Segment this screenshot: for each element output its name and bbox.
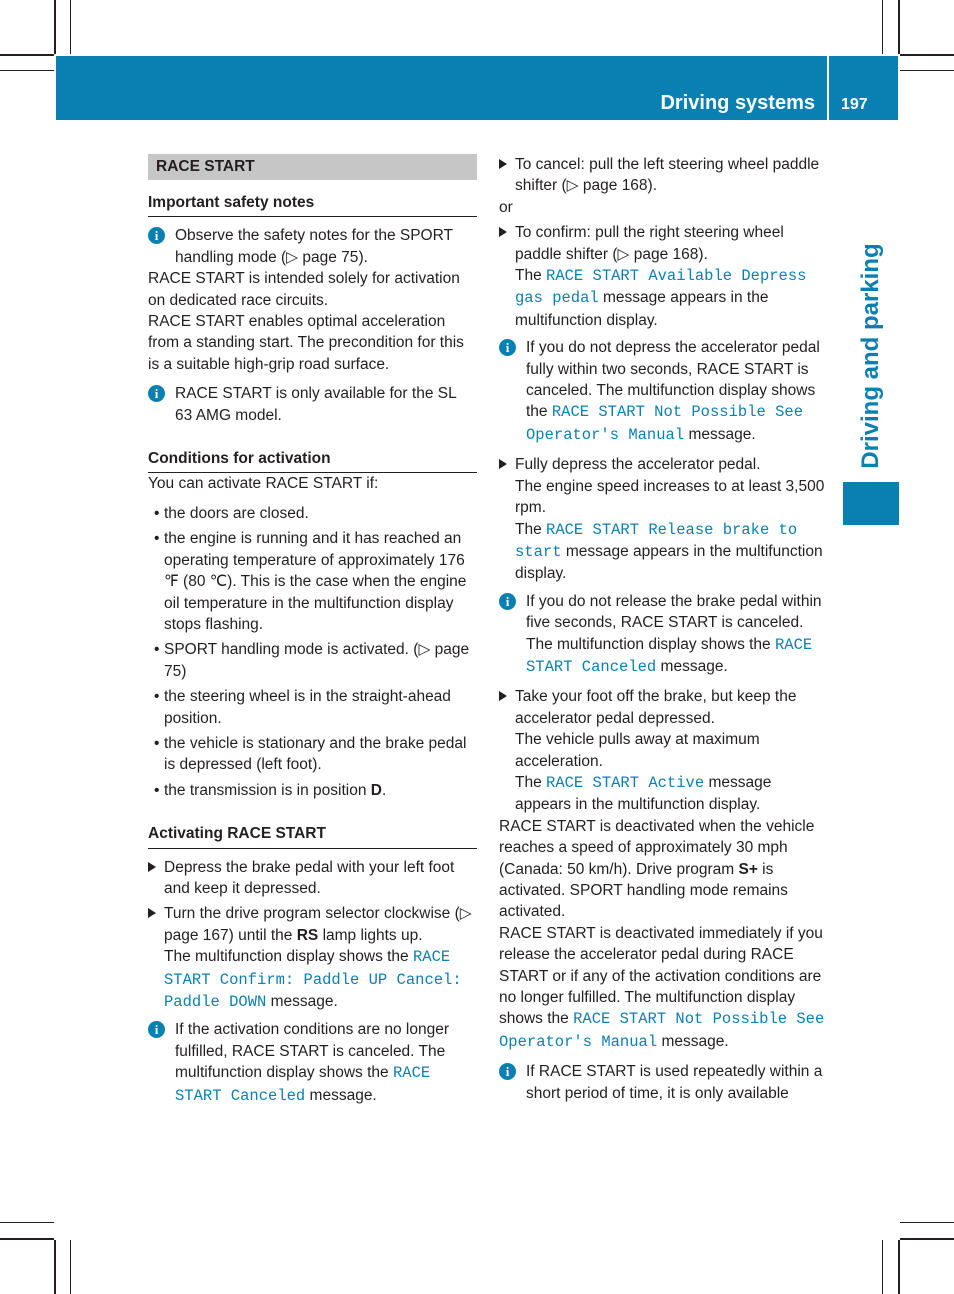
info-icon: i [499,1063,516,1080]
crop-mark [0,1238,54,1240]
crop-mark [882,0,883,54]
display-message: RACE START Not Possible See Operator's Manual [499,1010,825,1051]
bullet-icon: • [154,504,160,522]
crop-mark [0,70,54,71]
step-arrow-icon [499,459,507,469]
info-icon: i [499,593,516,610]
side-tab-marker [843,482,899,525]
header-title: Driving systems [660,92,815,114]
bullet-icon: • [154,734,160,752]
step-item: To cancel: pull the left steering wheel paddle shifter (▷ page 168). [499,154,830,197]
bullet-icon: • [154,688,160,706]
or-text: or [499,198,513,216]
info-note: i Observe the safety notes for the SPORT handling mode (▷ page 75). [148,225,477,268]
page-number: 197 [841,96,868,113]
info-note: i If the activation conditions are no longer fulfilled, RACE START is canceled. The multifunction display shows the RACE START Canceled message. [148,1019,477,1107]
crop-mark [900,1222,954,1223]
conditions-intro: You can activate RACE START if: [148,475,379,493]
section-title: RACE START [148,154,477,180]
list-item: • the doors are closed. [148,503,477,524]
list-item: • SPORT handling mode is activated. (▷ page 75) [154,641,470,680]
crop-mark [900,54,954,56]
header-divider [827,56,829,120]
list-item: • the engine is running and it has reached an operating temperature of approximately 176 ℉ (80 ℃). This is the case when the engine oil temperature in the multifunction display stops flashing. [154,530,467,633]
crop-mark [898,0,900,54]
info-icon: i [148,1021,165,1038]
info-icon: i [148,385,165,402]
left-column [148,154,477,1107]
list-item: • the steering wheel is in the straight-ahead position. [154,688,451,727]
list-item: • the vehicle is stationary and the brake pedal is depressed (left foot). [154,734,467,774]
step-arrow-icon [148,862,156,872]
paragraph: RACE START is intended solely for activation on dedicated race circuits. [148,270,460,309]
crop-mark [70,0,71,54]
step-item: Take your foot off the brake, but keep the accelerator pedal depressed. The vehicle pulls away at maximum acceleration. The RACE START Active message appears in the multifunction display. [499,686,830,815]
step-item: Fully depress the accelerator pedal. The engine speed increases to at least 3,500 rpm. The RACE START Release brake to start message appears in the multifunction display. [499,454,830,584]
info-note: i If RACE START is used repeatedly within a short period of time, it is only available [499,1061,830,1104]
info-note: i If you do not release the brake pedal within five seconds, RACE START is canceled. The multifunction display shows the RACE START Canceled message. [499,591,830,679]
step-item: Depress the brake pedal with your left foot and keep it depressed. [148,857,477,900]
info-note: i If you do not depress the accelerator pedal fully within two seconds, RACE START is canceled. The multifunction display shows the RACE START Not Possible See Operator's Manual message. [499,337,830,446]
crop-mark [0,54,54,56]
side-tab-label: Driving and parking [857,243,884,469]
conditions-heading: Conditions for activation [148,448,477,473]
info-note: i RACE START is only available for the SL 63 AMG model. [148,383,477,426]
crop-mark [0,1222,54,1223]
display-message: RACE START Available Depress gas pedal [515,267,807,308]
activating-heading: Activating RACE START [148,823,477,848]
crop-mark [70,1240,71,1294]
crop-mark [900,1238,954,1240]
display-message: RACE START Canceled [526,635,813,676]
page-reference-link[interactable]: ▷ page 75 [286,248,359,266]
bullet-icon: • [154,530,160,548]
safety-heading: Important safety notes [148,192,477,217]
bullet-icon: • [154,781,160,799]
info-icon: i [499,339,516,356]
step-arrow-icon [499,691,507,701]
step-arrow-icon [499,227,507,237]
crop-mark [900,70,954,71]
display-message: RACE START Not Possible See Operator's Manual [526,403,804,444]
crop-mark [882,1240,883,1294]
list-item: • the transmission is in position D. [148,780,477,801]
display-message: RACE START Confirm: Paddle UP Cancel: Paddle DOWN [164,948,462,1011]
paragraph: RACE START is deactivated immediately if you release the accelerator pedal during RACE START or if any of the activation conditions are no longer fulfilled. The multifunction display shows the RACE START Not Possible See Operator's Manual message. [499,924,825,1051]
step-item: Turn the drive program selector clockwise (▷ page 167) until the RS lamp lights up. The multifunction display shows the RACE START Confirm: Paddle UP Cancel: Paddle DOWN message. [148,903,477,1013]
right-column [499,154,830,1104]
crop-mark [54,0,56,54]
page-header [56,56,898,120]
step-item: To confirm: pull the right steering wheel paddle shifter (▷ page 168). The RACE START Available Depress gas pedal message appears in the multifunction display. [499,222,830,331]
paragraph: RACE START is deactivated when the vehicle reaches a speed of approximately 30 mph (Canada: 50 km/h). Drive program S+ is activated. SPORT handling mode remains activated. [499,817,815,921]
step-arrow-icon [148,908,156,918]
crop-mark [898,1240,900,1294]
paragraph: RACE START enables optimal acceleration from a standing start. The precondition for this is a suitable high-grip road surface. [148,313,464,373]
step-arrow-icon [499,159,507,169]
display-message: RACE START Release brake to start [515,520,798,561]
bullet-icon: • [154,641,160,659]
info-icon: i [148,227,165,244]
display-message: RACE START Canceled [175,1064,431,1105]
display-message: RACE START Active [546,773,705,792]
crop-mark [54,1240,56,1294]
